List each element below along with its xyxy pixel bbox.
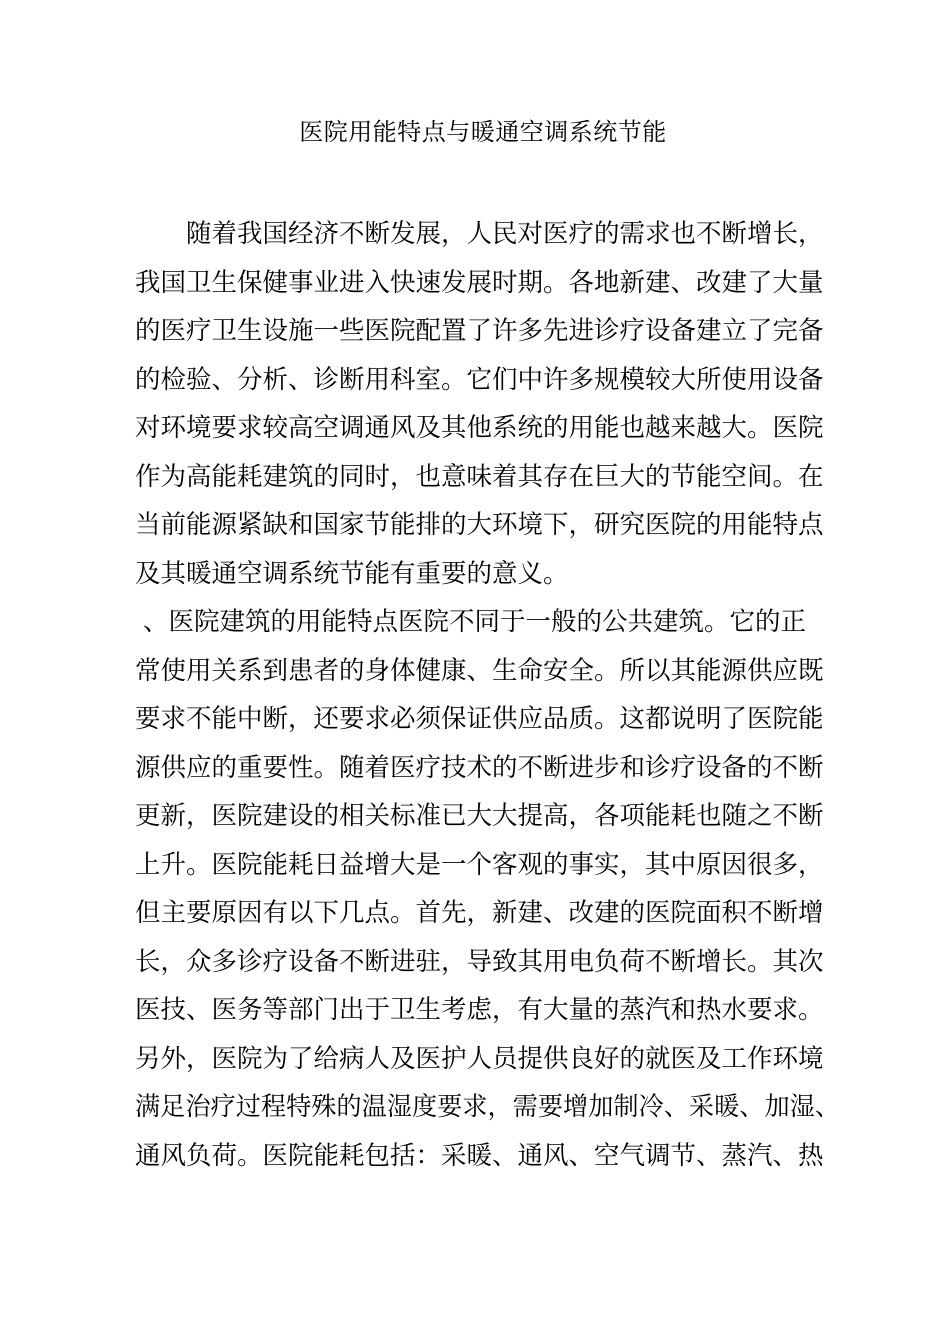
text-line: 、医院建筑的用能特点医院不同于一般的公共建筑。它的正 — [143, 607, 807, 637]
text-line: 随着我国经济不断发展，人民对医疗的需求也不断增长， — [135, 219, 824, 249]
text-line: 作为高能耗建筑的同时，也意味着其存在巨大的节能空间。在 — [135, 461, 824, 492]
text-line: 要求不能中断，还要求必须保证供应品质。这都说明了医院能 — [135, 704, 824, 734]
text-line: 当前能源紧缺和国家节能排的大环境下，研究医院的用能特点 — [135, 510, 824, 540]
text-line: 长，众多诊疗设备不断进驻，导致其用电负荷不断增长。其次 — [135, 946, 824, 977]
text-line: 另外，医院为了给病人及医护人员提供良好的就医及工作环境 — [135, 1043, 824, 1074]
text-line: 的检验、分析、诊断用科室。它们中许多规模较大所使用设备 — [135, 364, 824, 395]
text-line: 常使用关系到患者的身体健康、生命安全。所以其能源供应既 — [135, 655, 824, 686]
text-line: 但主要原因有以下几点。首先，新建、改建的医院面积不断增 — [135, 898, 824, 928]
text-line: 医技、医务等部门出于卫生考虑，有大量的蒸汽和热水要求。 — [135, 995, 824, 1025]
text-line: 对环境要求较高空调通风及其他系统的用能也越来越大。医院 — [135, 413, 824, 443]
text-line: 我国卫生保健事业进入快速发展时期。各地新建、改建了大量 — [135, 267, 824, 298]
text-line: 上升。医院能耗日益增大是一个客观的事实，其中原因很多， — [135, 849, 824, 880]
text-line: 源供应的重要性。随着医疗技术的不断进步和诊疗设备的不断 — [135, 752, 824, 783]
text-line: 通风负荷。医院能耗包括：采暖、通风、空气调节、蒸汽、热 — [135, 1140, 824, 1171]
document-title: 医院用能特点与暖通空调系统节能 — [299, 118, 667, 146]
text-line: 及其暖通空调系统节能有重要的意义。 — [135, 558, 569, 589]
text-line: 满足治疗过程特殊的温湿度要求，需要增加制冷、采暖、加湿、 — [135, 1092, 841, 1122]
document-body — [135, 210, 840, 1180]
text-line: 更新，医院建设的相关标准已大大提高，各项能耗也随之不断 — [135, 801, 824, 831]
text-line: 的医疗卫生设施一些医院配置了许多先进诊疗设备建立了完备 — [135, 316, 824, 346]
